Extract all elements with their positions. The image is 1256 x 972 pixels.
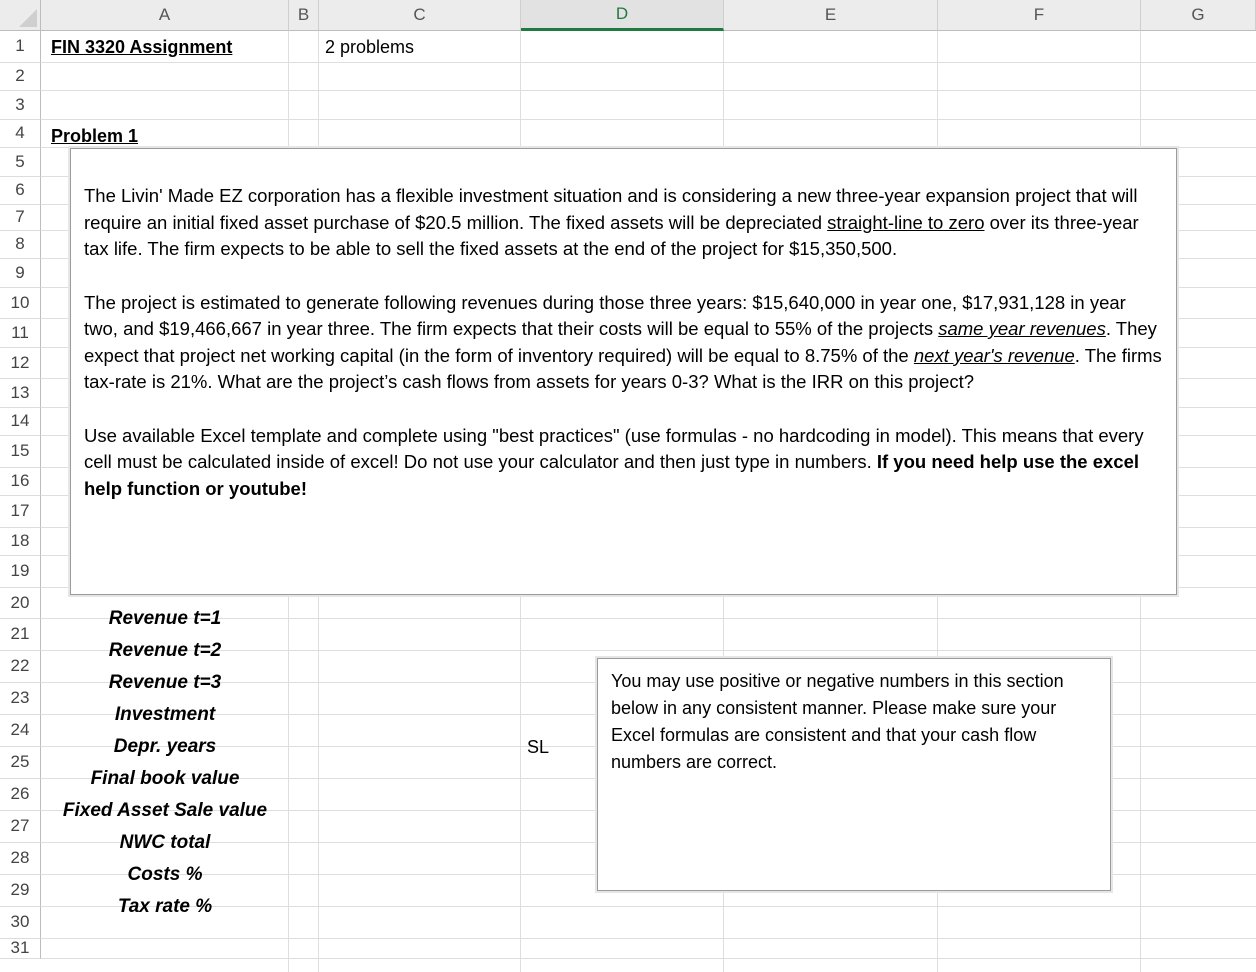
select-all-corner[interactable] bbox=[0, 0, 41, 31]
grid-row-line bbox=[41, 938, 1256, 939]
column-header-c[interactable]: C bbox=[319, 0, 521, 31]
row-header-12[interactable]: 12 bbox=[0, 348, 41, 380]
row-header-27[interactable]: 27 bbox=[0, 811, 41, 843]
row-header-16[interactable]: 16 bbox=[0, 468, 41, 497]
row-header-17[interactable]: 17 bbox=[0, 496, 41, 528]
grid-row-line bbox=[41, 90, 1256, 91]
row-header-26[interactable]: 26 bbox=[0, 779, 41, 811]
column-header-b[interactable]: B bbox=[289, 0, 319, 31]
label-investment[interactable]: Investment bbox=[114, 704, 216, 725]
problem-paragraph-3: Use available Excel template and complete using "best practices" (use formulas - no hardcoding in model). This means that every cell must be calculated inside of excel! Do not use your calculator and then just type in numbers. If you need help use the excel help function or youtube! bbox=[84, 424, 1144, 499]
row-header-5[interactable]: 5 bbox=[0, 148, 41, 177]
grid-row-line bbox=[41, 62, 1256, 63]
row-header-20[interactable]: 20 bbox=[0, 588, 41, 620]
row-header-15[interactable]: 15 bbox=[0, 436, 41, 468]
cell-d24[interactable]: SL bbox=[527, 737, 550, 757]
row-header-30[interactable]: 30 bbox=[0, 907, 41, 939]
row-header-13[interactable]: 13 bbox=[0, 379, 41, 408]
column-header-d[interactable]: D bbox=[521, 0, 724, 31]
row-header-14[interactable]: 14 bbox=[0, 408, 41, 437]
row-header-28[interactable]: 28 bbox=[0, 843, 41, 875]
label-fixed-asset-sale-value[interactable]: Fixed Asset Sale value bbox=[62, 800, 268, 821]
row-header-1[interactable]: 1 bbox=[0, 31, 41, 63]
row-header-11[interactable]: 11 bbox=[0, 319, 41, 348]
row-header-3[interactable]: 3 bbox=[0, 91, 41, 120]
row-header-22[interactable]: 22 bbox=[0, 651, 41, 683]
row-header-2[interactable]: 2 bbox=[0, 63, 41, 92]
problem-text-box[interactable] bbox=[70, 148, 1177, 595]
column-header-e[interactable]: E bbox=[724, 0, 938, 31]
row-header-23[interactable]: 23 bbox=[0, 683, 41, 715]
note-text: You may use positive or negative numbers in this section below in any consistent manner. Please make sure your Excel formulas are consistent and that your cash flow numbers are correct. bbox=[611, 671, 1064, 772]
column-header-f[interactable]: F bbox=[938, 0, 1141, 31]
label-nwc-total[interactable]: NWC total bbox=[119, 832, 211, 853]
row-header-25[interactable]: 25 bbox=[0, 747, 41, 779]
column-header-a[interactable]: A bbox=[41, 0, 289, 31]
row-header-24[interactable]: 24 bbox=[0, 715, 41, 747]
row-header-7[interactable]: 7 bbox=[0, 205, 41, 231]
row-header-10[interactable]: 10 bbox=[0, 288, 41, 320]
row-header-19[interactable]: 19 bbox=[0, 556, 41, 588]
label-revenue-t3[interactable]: Revenue t=3 bbox=[108, 672, 222, 693]
row-header-4[interactable]: 4 bbox=[0, 120, 41, 149]
label-final-book-value[interactable]: Final book value bbox=[90, 768, 240, 789]
cell-a1[interactable]: FIN 3320 Assignment bbox=[51, 37, 233, 57]
row-header-6[interactable]: 6 bbox=[0, 177, 41, 206]
problem-paragraph-2: The project is estimated to generate following revenues during those three years: $15,640,000 in year one, $17,931,128 in year two, and $19,466,667 in year three. The firm expects that their costs will be equal to 55% of the projects same year revenues. They expect that project net working capital (in the form of inventory required) will be equal to 8.75% of the next year's revenue. The firms tax-rate is 21%. What are the project’s cash flows from assets for years 0-3? What is the IRR on this project? bbox=[84, 291, 1162, 392]
cell-c1[interactable]: 2 problems bbox=[325, 37, 415, 57]
row-header-18[interactable]: 18 bbox=[0, 528, 41, 557]
problem-paragraph-1: The Livin' Made EZ corporation has a flexible investment situation and is considering a new three-year expansion project that will require an initial fixed asset purchase of $20.5 million. The fixed assets will be depreciated straight-line to zero over its three-year tax life. The firm expects to be able to sell the fixed assets at the end of the project for $15,350,500. bbox=[84, 185, 1139, 259]
label-revenue-t1[interactable]: Revenue t=1 bbox=[108, 608, 222, 629]
row-header-29[interactable]: 29 bbox=[0, 875, 41, 907]
label-tax-rate-pct[interactable]: Tax rate % bbox=[117, 896, 213, 917]
row-header-21[interactable]: 21 bbox=[0, 619, 41, 651]
row-header-8[interactable]: 8 bbox=[0, 231, 41, 260]
row-header-9[interactable]: 9 bbox=[0, 259, 41, 288]
row-header-31[interactable]: 31 bbox=[0, 939, 41, 959]
grid-row-line bbox=[41, 958, 1256, 959]
note-text-box[interactable] bbox=[597, 658, 1111, 891]
label-depr-years[interactable]: Depr. years bbox=[113, 736, 217, 757]
cell-a4[interactable]: Problem 1 bbox=[51, 126, 139, 146]
grid-row-line bbox=[41, 119, 1256, 120]
label-revenue-t2[interactable]: Revenue t=2 bbox=[108, 640, 222, 661]
label-costs-pct[interactable]: Costs % bbox=[127, 864, 203, 885]
column-header-g[interactable]: G bbox=[1141, 0, 1256, 31]
